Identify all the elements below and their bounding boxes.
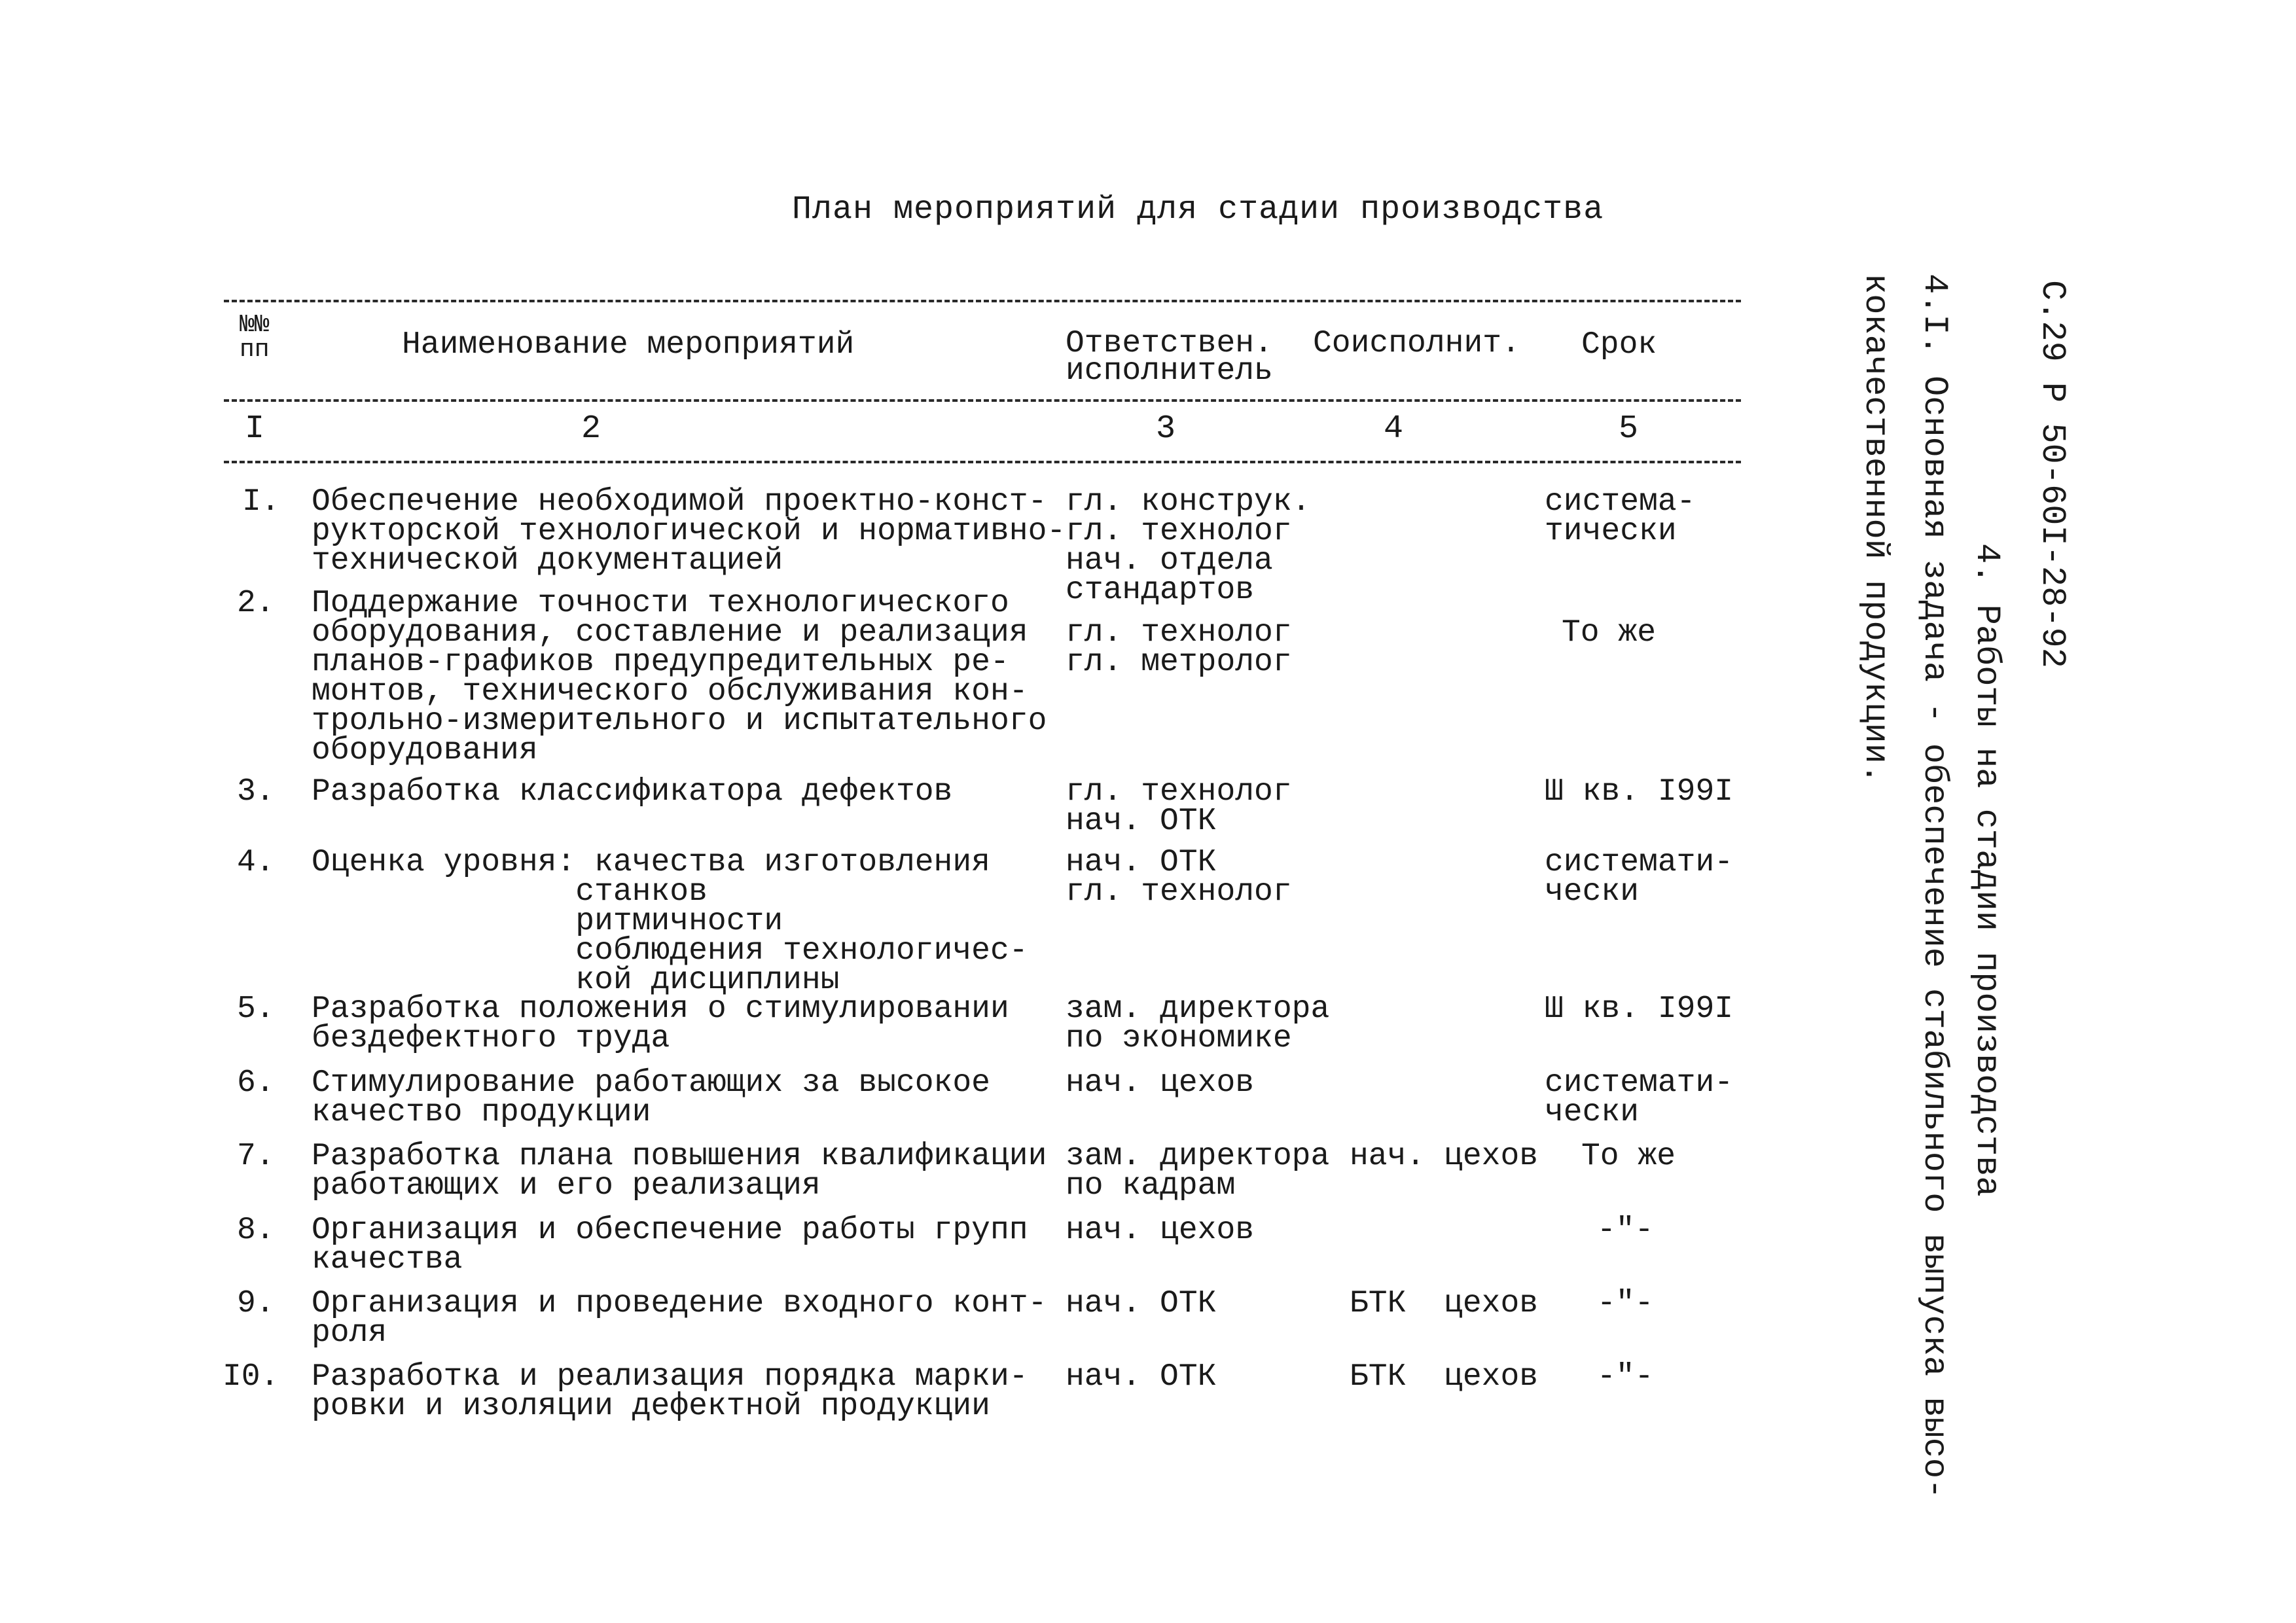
row-7-number: 7. [237,1139,275,1174]
row-3-deadline: Ш кв. I99I [1545,774,1734,810]
row-9-coexecutor: БТК цехов [1350,1286,1539,1321]
row-6-activity: Стимулирование работающих за высокое качество продукции [312,1065,990,1130]
row-6-responsible: нач. цехов [1066,1065,1255,1101]
row-8-responsible: нач. цехов [1066,1213,1255,1248]
section-heading: 4. Работы на стадии производства [1967,543,2006,1197]
row-2-number: 2. [237,586,275,621]
row-1-number: I. [242,484,280,520]
row-1-activity: Обеспечение необходимой проектно-конст- рукторской технологической и нормативно- технической документацией [312,484,1066,579]
row-6-number: 6. [237,1065,275,1101]
column-number-4: 4 [1384,410,1404,448]
row-3-number: 3. [237,774,275,810]
row-9-deadline: -"- [1597,1286,1654,1321]
column-number-1: I [245,410,265,448]
row-7-activity: Разработка плана повышения квалификации работающих и его реализация [312,1139,1047,1204]
row-4-responsible: нач. ОТК гл. технолог [1066,845,1292,910]
header-bottom-rule [224,399,1741,402]
row-5-activity: Разработка положения о стимулировании бездефектного труда [312,991,1009,1056]
header-responsible: Ответствен. исполнитель [1066,326,1273,389]
row-7-deadline: То же [1581,1139,1676,1174]
row-10-deadline: -"- [1597,1359,1654,1395]
row-1-responsible: гл. конструк. гл. технолог нач. отдела стандартов [1066,484,1311,608]
row-9-activity: Организация и проведение входного конт- роля [312,1286,1047,1351]
row-6-deadline: системати- чески [1545,1065,1734,1130]
page-title: План мероприятий для стадии производства [792,191,1604,228]
row-2-deadline: То же [1562,615,1657,651]
header-activity-name: Наименование мероприятий [402,327,855,363]
row-5-responsible: зам. директора по экономике [1066,991,1330,1056]
row-10-number: I0. [223,1359,279,1395]
row-1-deadline: система- тически [1545,484,1696,549]
column-numbers-rule [224,461,1741,463]
row-8-activity: Организация и обеспечение работы групп качества [312,1213,1028,1277]
row-3-activity: Разработка классификатора дефектов [312,774,953,810]
column-number-2: 2 [581,410,601,448]
row-10-responsible: нач. ОТК [1066,1359,1217,1395]
row-5-deadline: Ш кв. I99I [1545,991,1734,1027]
header-number: №№ пп [240,311,270,364]
column-number-5: 5 [1619,410,1639,448]
row-10-activity: Разработка и реализация порядка марки- ровки и изоляции дефектной продукции [312,1359,1028,1424]
row-7-responsible: зам. директора по кадрам [1066,1139,1330,1204]
row-8-number: 8. [237,1213,275,1248]
row-2-responsible: гл. технолог гл. метролог [1066,615,1292,680]
row-3-responsible: гл. технолог нач. ОТК [1066,774,1292,839]
row-10-coexecutor: БТК цехов [1350,1359,1539,1395]
subsection-heading: 4.I. Основная задача - обеспечение стабильного выпуска высо- кокачественной продукции. [1856,274,1954,1499]
column-number-3: 3 [1156,410,1176,448]
row-2-activity: Поддержание точности технологического оборудования, составление и реализация планов-графиков предупредительных ре- монтов, технического обслуживания кон- трольно-измерительного и испытательного оборудования [312,586,1047,768]
row-9-responsible: нач. ОТК [1066,1286,1217,1321]
row-8-deadline: -"- [1597,1213,1654,1248]
page-reference: С.29 Р 50-60I-28-92 [2033,280,2072,668]
row-4-deadline: системати- чески [1545,845,1734,910]
row-5-number: 5. [237,991,275,1027]
row-4-number: 4. [237,845,275,880]
row-9-number: 9. [237,1286,275,1321]
row-7-coexecutor: нач. цехов [1350,1139,1539,1174]
header-coexecutor: Соисполнит. [1313,326,1520,361]
row-4-activity: Оценка уровня: качества изготовления станков ритмичности соблюдения технологичес- кой дисциплины [312,845,1028,998]
header-deadline: Срок [1581,327,1657,363]
table-top-rule [224,300,1741,302]
